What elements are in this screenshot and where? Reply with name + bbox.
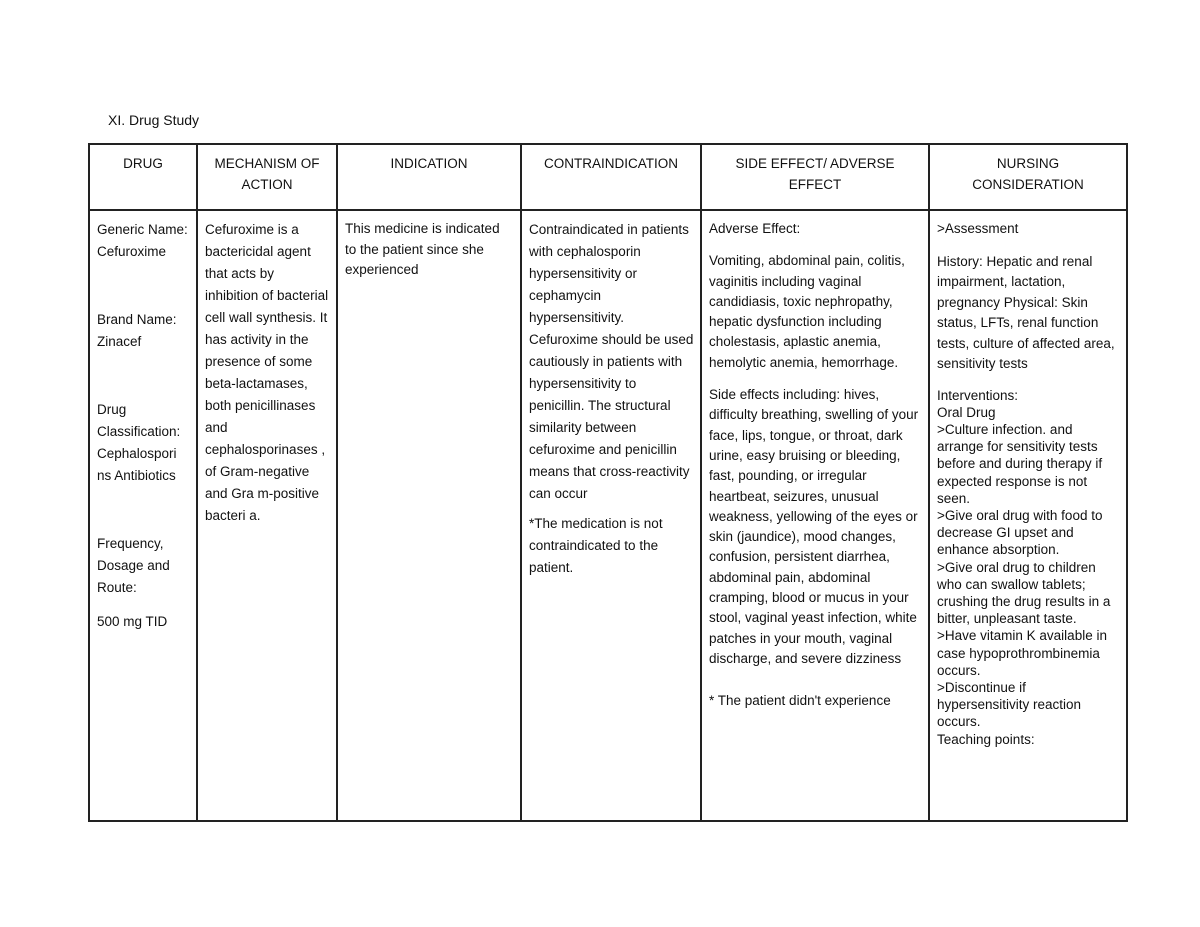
drug-study-table: [88, 143, 1128, 822]
indication-text: This medicine is indicated to the patient since she experienced: [345, 221, 500, 277]
assessment-text: History: Hepatic and renal impairment, lactation, pregnancy Physical: Skin status, LFTs, renal function tests, culture of affected area, sensitivity tests: [937, 253, 1115, 371]
contraindication-note: *The medication is not contraindicated to the patient.: [529, 516, 663, 575]
indication-cell: [337, 210, 521, 821]
generic-name-value: Cefuroxime: [97, 244, 167, 259]
brand-name-value: Zinacef: [97, 334, 142, 349]
adverse-effect-text: Vomiting, abdominal pain, colitis, vaginitis including vaginal candidiasis, toxic nephropathy, hepatic dysfunction including cholestasis, aplastic anemia, hemolytic anemia, hemorrhage.: [709, 253, 905, 370]
contraindication-text: Contraindicated in patients with cephalosporin hypersensitivity or cephamycin hypersensitivity. Cefuroxime should be used cautiously in patients with hypersensitivity to penicillin. The structural similarity between cefuroxime and penicillin means that cross-reactivity can occur: [529, 222, 694, 501]
mechanism-cell: [197, 210, 337, 821]
assessment-label: >Assessment: [937, 221, 1019, 236]
contraindication-cell: [521, 210, 701, 821]
intervention-item: >Have vitamin K available in case hypoprothrombinemia occurs.: [937, 628, 1107, 678]
header-row: [89, 144, 1127, 210]
header-mechanism: MECHANISM OF ACTION: [197, 144, 337, 210]
intervention-item: >Discontinue if hypersensitivity reaction occurs.: [937, 679, 1082, 730]
header-nursing: NURSING CONSIDERATION: [929, 144, 1127, 210]
drug-cell: [89, 210, 197, 821]
mechanism-text: Cefuroxime is a bactericidal agent that acts by inhibition of bacterial cell wall synthesis. It has activity in the presence of some beta-lactamases, both penicillinases and cephalosporinases , of Gram-negative and Gra m-positive bacteri a.: [205, 222, 329, 523]
classification-value: Cephalospori ns Antibiotics: [97, 446, 177, 483]
side-effect-note: * The patient didn't experience: [709, 693, 891, 709]
frequency-label: Frequency, Dosage and Route:: [97, 536, 170, 595]
table-row: [89, 210, 1127, 821]
page-title: XI. Drug Study: [108, 112, 200, 128]
brand-name-label: Brand Name:: [97, 312, 177, 327]
generic-name-label: Generic Name:: [97, 222, 188, 237]
classification-label: Drug Classification:: [97, 402, 181, 439]
side-effect-cell: [701, 210, 929, 821]
header-indication: INDICATION: [337, 144, 521, 210]
oral-drug-label: Oral Drug: [937, 404, 996, 420]
intervention-item: >Give oral drug to children who can swallow tablets; crushing the drug results in a bitter, unpleasant taste.: [937, 559, 1111, 627]
nursing-cell: [929, 210, 1127, 821]
intervention-item: >Culture infection. and arrange for sensitivity tests before and during therapy if expected response is not seen.: [937, 421, 1103, 506]
side-effects-text: Side effects including: hives, difficulty breathing, swelling of your face, lips, tongue, or throat, dark urine, easy bruising or bleeding, fast, pounding, or irregular heartbeat, seizures, unusual weakness, yellowing of the eyes or skin (jaundice), mood changes, confusion, persistent diarrhea, abdominal pain, abdominal cramping, blood or mucus in your stool, vaginal yeast infection, white patches in your mouth, vaginal discharge, and severe dizziness: [709, 387, 919, 666]
frequency-value: 500 mg TID: [97, 614, 168, 629]
intervention-item: >Give oral drug with food to decrease GI upset and enhance absorption.: [937, 507, 1103, 558]
header-side-effect: SIDE EFFECT/ ADVERSE EFFECT: [701, 144, 929, 210]
header-contraindication: CONTRAINDICATION: [521, 144, 701, 210]
interventions-label: Interventions:: [937, 387, 1019, 403]
header-drug: DRUG: [89, 144, 197, 210]
adverse-effect-label: Adverse Effect:: [709, 221, 801, 236]
teaching-points-label: Teaching points:: [937, 731, 1035, 747]
